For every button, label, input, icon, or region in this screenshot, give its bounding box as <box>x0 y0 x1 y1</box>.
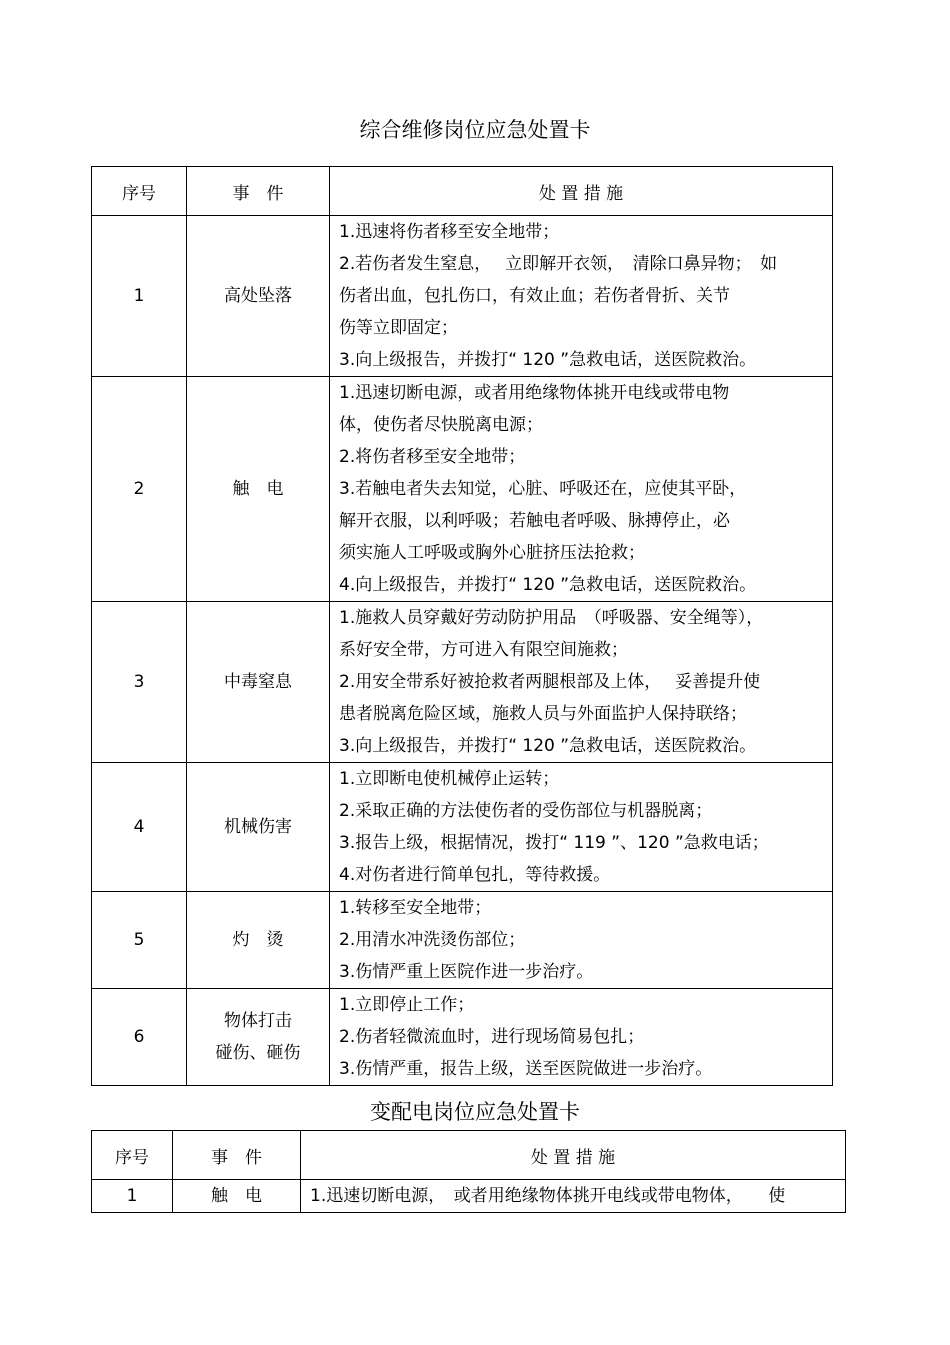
row-seq: 5 <box>92 892 187 989</box>
header-row <box>92 167 833 216</box>
table-row <box>92 1180 846 1213</box>
row-seq: 2 <box>92 377 187 602</box>
card2-title: 变配电岗位应急处置卡 <box>370 1100 580 1124</box>
measure-line: 3.向上级报告，并拨打“ 120 ”急救电话，送医院救治。 <box>339 350 757 370</box>
measure-line: 1.迅速切断电源，或者用绝缘物体挑开电线或带电物 <box>339 383 730 403</box>
measure-line: 4.向上级报告，并拨打“ 120 ”急救电话，送医院救治。 <box>339 575 757 595</box>
row-seq: 1 <box>92 1180 173 1213</box>
measure-line: 2.用安全带系好被抢救者两腿根部及上体， 妥善提升使 <box>339 672 761 692</box>
header-row <box>92 1131 846 1180</box>
measure-line: 4.对伤者进行简单包扎，等待救援。 <box>339 865 611 885</box>
row-event-line: 高处坠落 <box>224 286 292 306</box>
measure-line: 体，使伤者尽快脱离电源； <box>339 415 543 435</box>
row-event-line: 物体打击 <box>224 1011 292 1031</box>
row-seq: 1 <box>92 216 187 377</box>
table-row <box>92 602 833 763</box>
row-event <box>187 602 330 763</box>
row-measures <box>330 763 833 892</box>
row-measures <box>330 216 833 377</box>
header-seq: 序号 <box>92 1131 173 1180</box>
table-row <box>92 892 833 989</box>
measure-line: 3.伤情严重上医院作进一步治疗。 <box>339 962 594 982</box>
row-event-line: 中毒窒息 <box>224 672 292 692</box>
measure-line: 1.施救人员穿戴好劳动防护用品 （呼吸器、安全绳等）， <box>339 608 764 628</box>
measure-line: 3.报告上级，根据情况，拨打“ 119 ”、120 ”急救电话； <box>339 833 769 853</box>
row-measures <box>330 892 833 989</box>
measure-line: 1.迅速切断电源， 或者用绝缘物体挑开电线或带电物体， 使 <box>310 1186 786 1206</box>
measure-line: 2.采取正确的方法使伤者的受伤部位与机器脱离； <box>339 801 713 821</box>
card1-table <box>91 166 833 1086</box>
measure-line: 系好安全带，方可进入有限空间施救； <box>339 640 628 660</box>
header-measure: 处 置 措 施 <box>330 167 833 216</box>
row-event <box>187 763 330 892</box>
row-event <box>173 1180 301 1213</box>
row-event-line: 灼 烫 <box>232 930 284 950</box>
row-measures <box>330 602 833 763</box>
measure-line: 3.向上级报告，并拨打“ 120 ”急救电话，送医院救治。 <box>339 736 757 756</box>
measure-line: 1.立即停止工作； <box>339 995 475 1015</box>
measure-line: 2.若伤者发生窒息， 立即解开衣领， 清除口鼻异物； 如 <box>339 254 778 274</box>
row-event <box>187 892 330 989</box>
table-row <box>92 989 833 1086</box>
measure-line: 2.伤者轻微流血时，进行现场简易包扎； <box>339 1027 645 1047</box>
measure-line: 解开衣服，以利呼吸；若触电者呼吸、脉搏停止，必 <box>339 511 730 531</box>
measure-line: 2.用清水冲洗烫伤部位； <box>339 930 526 950</box>
card2-table <box>91 1130 846 1213</box>
measure-line: 2.将伤者移至安全地带； <box>339 447 526 467</box>
header-event: 事 件 <box>173 1131 301 1180</box>
measure-line: 伤者出血，包扎伤口，有效止血；若伤者骨折、关节 <box>339 286 730 306</box>
table-row <box>92 763 833 892</box>
row-event <box>187 216 330 377</box>
table-row <box>92 216 833 377</box>
header-event: 事 件 <box>187 167 330 216</box>
measure-line: 须实施人工呼吸或胸外心脏挤压法抢救； <box>339 543 645 563</box>
row-seq: 4 <box>92 763 187 892</box>
row-event <box>187 989 330 1086</box>
measure-line: 伤等立即固定； <box>339 318 458 338</box>
row-measures <box>301 1180 846 1213</box>
row-event-line: 触 电 <box>232 479 284 499</box>
header-measure: 处 置 措 施 <box>301 1131 846 1180</box>
measure-line: 1.迅速将伤者移至安全地带； <box>339 222 560 242</box>
row-measures <box>330 989 833 1086</box>
row-event <box>187 377 330 602</box>
row-event-line: 碰伤、砸伤 <box>215 1043 301 1063</box>
table-row <box>92 377 833 602</box>
measure-line: 患者脱离危险区域，施救人员与外面监护人保持联络； <box>339 704 747 724</box>
row-seq: 6 <box>92 989 187 1086</box>
card1-title: 综合维修岗位应急处置卡 <box>359 118 591 142</box>
row-seq: 3 <box>92 602 187 763</box>
row-measures <box>330 377 833 602</box>
row-event-line: 机械伤害 <box>224 817 292 837</box>
header-seq: 序号 <box>92 167 187 216</box>
measure-line: 1.转移至安全地带； <box>339 898 492 918</box>
measure-line: 3.若触电者失去知觉，心脏、呼吸还在，应使其平卧， <box>339 479 747 499</box>
measure-line: 3.伤情严重，报告上级，送至医院做进一步治疗。 <box>339 1059 713 1079</box>
row-event-line: 触 电 <box>211 1186 262 1206</box>
measure-line: 1.立即断电使机械停止运转； <box>339 769 560 789</box>
